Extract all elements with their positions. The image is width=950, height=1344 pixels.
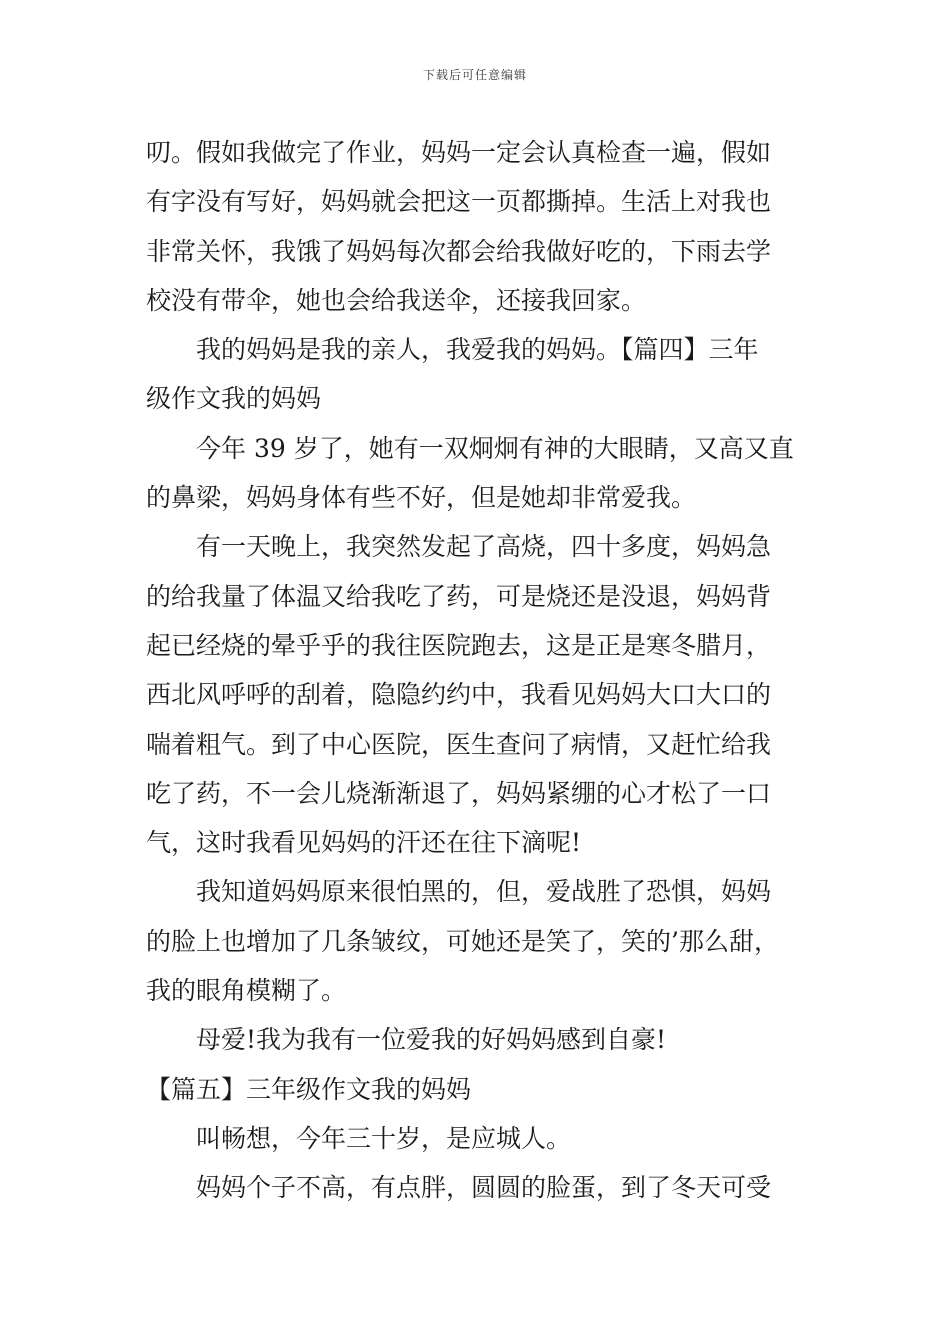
text-line: 的给我量了体温又给我吃了药，可是烧还是没退，妈妈背 [146, 581, 772, 611]
text-line: 叨。假如我做完了作业，妈妈一定会认真检查一遍，假如 [146, 138, 772, 167]
text-line: 气，这时我看见妈妈的汗还在往下滴呢! [146, 828, 582, 858]
text-line: 校没有带伞，她也会给我送伞，还接我回家。 [146, 285, 647, 315]
text-line: 非常关怀，我饿了妈妈每次都会给我做好吃的，下雨去学 [146, 236, 772, 266]
text-line: 吃了药，不一会儿烧渐渐退了，妈妈紧绷的心才松了一口 [146, 778, 772, 808]
text-line: 级作文我的妈妈 [146, 384, 322, 414]
text-line: 今年 39 岁了，她有一双炯炯有神的大眼睛，又高又直 [196, 433, 794, 463]
text-line: 起已经烧的晕乎乎的我往医院跑去，这是正是寒冬腊月， [146, 630, 772, 660]
text-line: 的鼻梁，妈妈身体有些不好，但是她却非常爱我。 [146, 483, 697, 513]
text-line: 喘着粗气。到了中心医院，医生查问了病情，又赶忙给我 [146, 729, 772, 759]
text-line: 妈妈个子不高，有点胖，圆圆的脸蛋，到了冬天可受 [196, 1173, 772, 1203]
text-line: 我的眼角模糊了。 [146, 976, 347, 1006]
text-line: 我的妈妈是我的亲人，我爱我的妈妈。【篇四】三年 [196, 335, 759, 365]
text-line: 有字没有写好，妈妈就会把这一页都撕掉。生活上对我也 [146, 187, 772, 217]
text-line: 叫畅想，今年三十岁，是应城人。 [196, 1123, 572, 1153]
text-line: 我知道妈妈原来很怕黑的，但，爱战胜了恐惧，妈妈 [196, 877, 772, 907]
document-body [146, 128, 822, 1213]
text-line: 母爱!我为我有一位爱我的好妈妈感到自豪! [196, 1025, 667, 1055]
text-line: 有一天晚上，我突然发起了高烧，四十多度，妈妈急 [196, 532, 772, 562]
section-heading: 【篇五】三年级作文我的妈妈 [146, 1074, 472, 1104]
page-header: 下载后可任意编辑 [422, 68, 527, 82]
text-line: 西北风呼呼的刮着，隐隐约约中，我看见妈妈大口大口的 [146, 680, 772, 710]
text-line: 的脸上也增加了几条皱纹，可她还是笑了，笑的’那么甜， [146, 926, 779, 956]
